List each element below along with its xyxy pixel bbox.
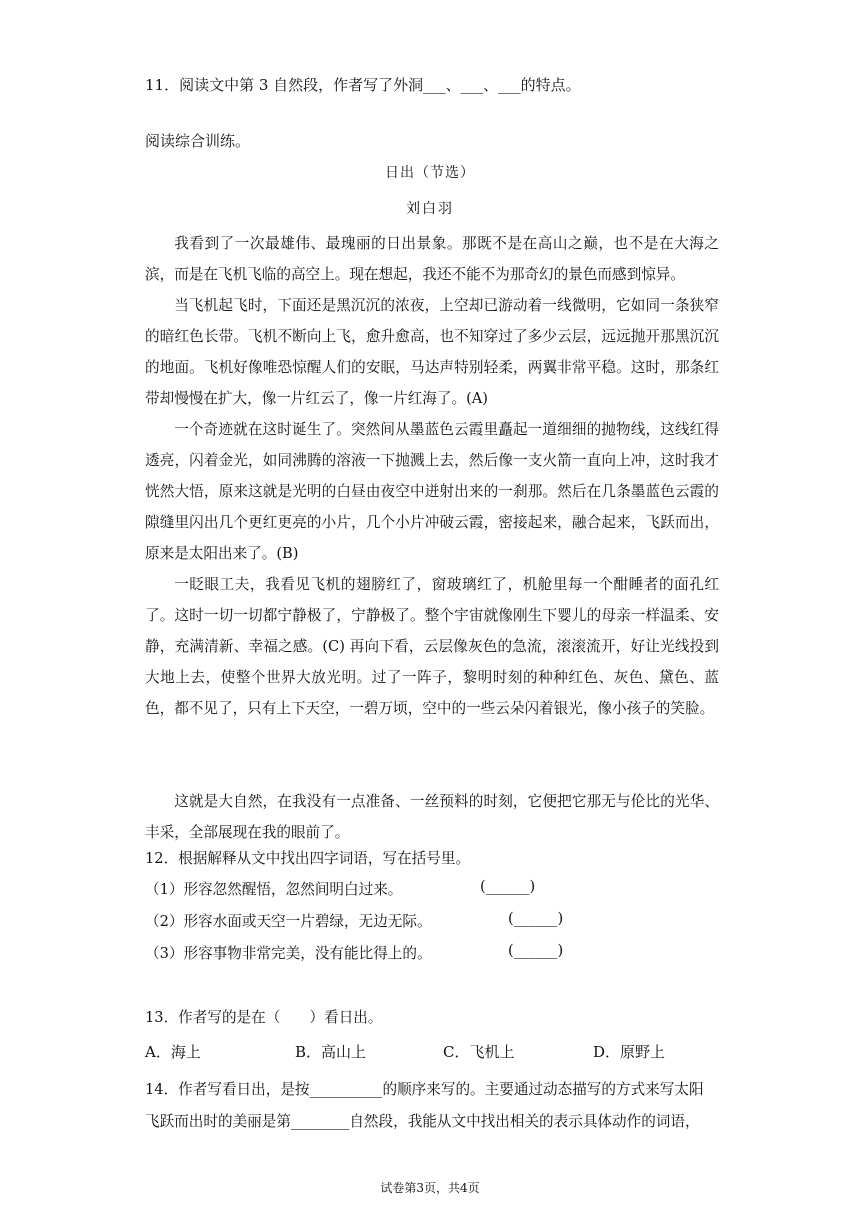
article-author: 刘白羽 — [406, 201, 454, 217]
question-12-item-text: （2）形容水面或天空一片碧绿，无边无际。 — [145, 913, 432, 930]
paragraph-3: 一个奇迹就在这时诞生了。突然间从墨蓝色云霞里矗起一道细细的抛物线，这线红得透亮，闪着金光，如同沸腾的溶液一下抛溅上去，然后像一支火箭一直向上冲，这时我才恍然大悟，原来这就是光明的白昼由夜空中迸射出来的一刹那。然后在几条墨蓝色云霞的隙缝里闪出几个更红更亮的小片，几个小片冲破云霞，密接起来，融合起来，飞跃而出，原来是太阳出来了。(B) — [145, 421, 719, 562]
option-b[interactable]: B．高山上 — [295, 1043, 367, 1061]
answer-blank[interactable]: (______) — [508, 942, 564, 959]
paragraph-5: 这就是大自然，在我没有一点准备、一丝预料的时刻，它便把它那无与伦比的光华、丰采，全部展现在我的眼前了。 — [145, 793, 719, 841]
question-13-stem: 13．作者写的是在（ ）看日出。 — [145, 1009, 383, 1026]
page-footer: 试卷第3页，共4页 — [380, 1181, 480, 1195]
question-12-item-text: （3）形容事物非常完美，没有能比得上的。 — [145, 945, 432, 962]
option-c[interactable]: C．飞机上 — [443, 1043, 515, 1061]
question-12-stem: 12．根据解释从文中找出四字词语，写在括号里。 — [145, 850, 471, 867]
option-d[interactable]: D．原野上 — [593, 1043, 666, 1061]
paragraph-4: 一眨眼工夫，我看见飞机的翅膀红了，窗玻璃红了，机舱里每一个酣睡者的面孔红了。这时一切一切都宁静极了，宁静极了。整个宇宙就像刚生下婴儿的母亲一样温柔、安静，充满清新、幸福之感。(C) 再向下看，云层像灰色的急流，滚滚流开，好让光线投到大地上去，使整个世界大放光明。过了一阵子，黎明时刻的种种红色、灰色、黛色、蓝色，都不见了，只有上下天空，一碧万顷，空中的一些云朵闪着银光，像小孩子的笑脸。 — [145, 576, 719, 717]
question-12-item-text: （1）形容忽然醒悟，忽然间明白过来。 — [145, 881, 403, 898]
paragraph-1: 我看到了一次最雄伟、最瑰丽的日出景象。那既不是在高山之巅，也不是在大海之滨，而是在飞机飞临的高空上。现在想起，我还不能不为那奇幻的景色而感到惊异。 — [145, 235, 719, 283]
question-11: 11．阅读文中第 3 自然段，作者写了外洞___、___、___的特点。 — [145, 76, 581, 94]
option-a[interactable]: A．海上 — [145, 1043, 201, 1061]
article-title: 日出（节选） — [385, 165, 475, 181]
answer-blank[interactable]: (______) — [508, 910, 564, 927]
answer-blank[interactable]: (______) — [480, 878, 536, 895]
section-title: 阅读综合训练。 — [145, 132, 251, 150]
paragraph-2: 当飞机起飞时，下面还是黑沉沉的浓夜，上空却已游动着一线微明，它如同一条狭窄的暗红色长带。飞机不断向上飞，愈升愈高，也不知穿过了多少云层，远远抛开那黑沉沉的地面。飞机好像唯恐惊醒人们的安眠，马达声特别轻柔，两翼非常平稳。这时，那条红带却慢慢在扩大，像一片红云了，像一片红海了。(A) — [145, 297, 719, 407]
question-14-line-1: 14．作者写看日出，是按__________的顺序来写的。主要通过动态描写的方式来写太阳 — [145, 1081, 704, 1098]
question-14-line-2: 飞跃而出时的美丽是第________自然段，我能从文中找出相关的表示具体动作的词语， — [145, 1113, 700, 1130]
